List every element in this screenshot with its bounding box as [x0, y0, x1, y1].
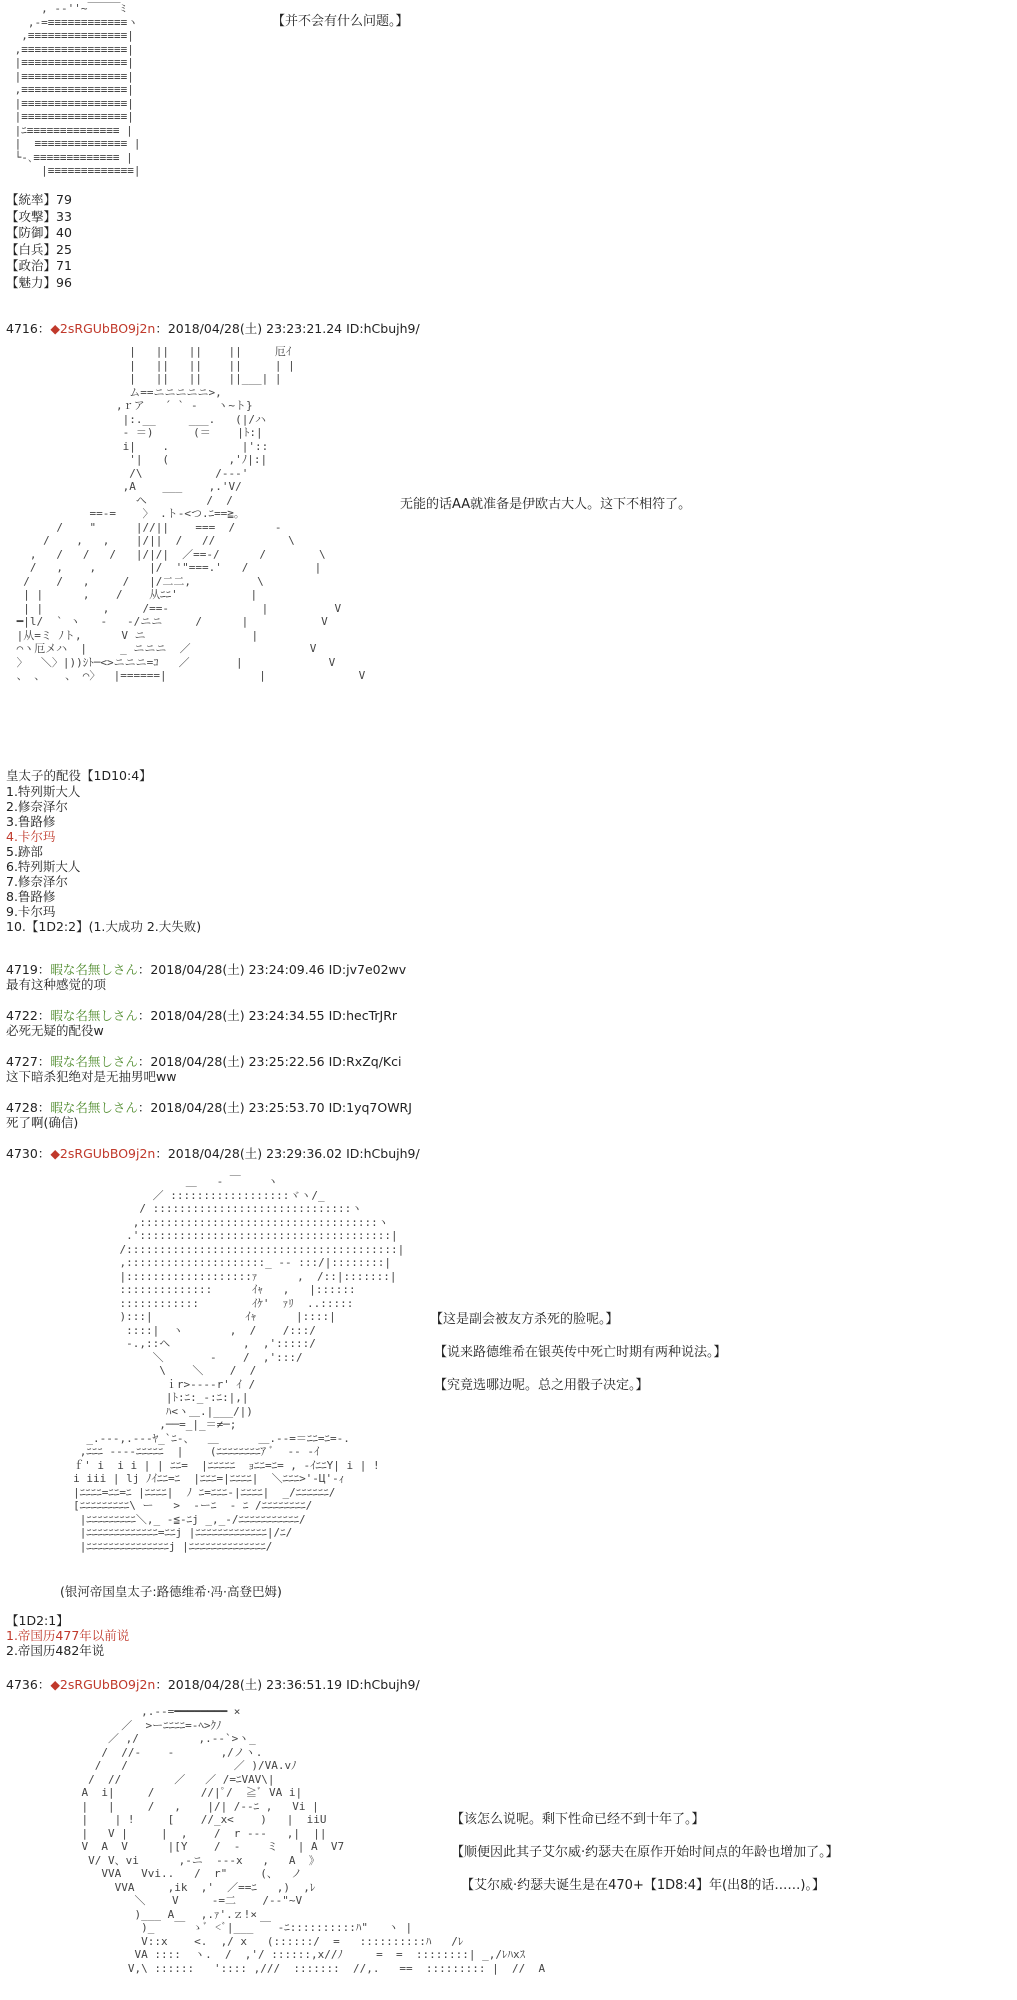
reply-text: 最有这种感觉的项	[6, 977, 107, 992]
reply-post	[6, 1008, 397, 1038]
role-list	[6, 768, 201, 934]
role-item: 10.【1D2:2】(1.大成功 2.大失败)	[6, 919, 202, 934]
post-note: 【究竟选哪边呢。总之用骰子决定。】	[434, 1378, 649, 1393]
role-item: 5.跡部	[6, 844, 43, 859]
stat-line: 【防御】40	[6, 225, 72, 240]
role-item: 9.卡尔玛	[6, 904, 56, 919]
poster-name[interactable]: 暇な名無しさん	[50, 1008, 138, 1023]
stat-line: 【統率】79	[6, 192, 72, 207]
poster-trip[interactable]: ◆2sRGUbBO9j2n	[50, 1146, 156, 1161]
stat-line: 【攻撃】33	[6, 208, 72, 224]
role-item: 7.修奈泽尔	[6, 874, 68, 889]
poster-name[interactable]: 暇な名無しさん	[50, 1054, 138, 1069]
reply-post	[6, 1100, 412, 1130]
post-meta: ：2018/04/28(土) 23:23:21.24 ID:hCbujh9/	[155, 321, 420, 336]
role-item: 8.鲁路修	[6, 889, 56, 904]
post-meta: ：2018/04/28(土) 23:25:22.56 ID:RxZq/Kci	[137, 1054, 402, 1069]
ascii-art-elder: ,.-‐=━━━━━━━━ × ／ >ーﾆﾆﾆﾆ=-ﾍ>ｸﾉ ／ ,/ ,.-‐`>ヽ_ / //‐ ‐ ,/ノヽ. / / ／ )/VA.vﾉ / // ／ ／ /=ﾆVAV\| A i| / //|ﾟ/ ≧ﾞ VA i| | | / , |/| /‐-ﾆ , Vi | | | ! [ //_x< ) | iiU | V | | , / r ‐‐- ,| || V A V |[Y / ‐ ミ | A V7 V/ V、vi ,-ニ ‐‐-x , A 》 VVA Vvi.. / r" (、 ノ VVA ,ik ,' ／==ﾆ ,) ,ﾚ ＼ V ‐=二 /‐‐"~V )___ A ,.ｧ'.ｚ!× )_ ￣ ゝﾞ <ﾞ|___ ￣ ‐ﾆ::::::::::ﾊ" ヽ | V::x <. ,/ x (::::::/ = ::::::::::ﾊ /ﾚ VA :::: ヽ. / ,'/ ::::::,x//ﾉ = = ::::::::| _,/ﾚﾊxｽ V,\ :::::: ':::: ,/// ::::::: //,. == ::::::::: | // A	[81, 1705, 546, 1975]
reply-post	[6, 962, 406, 992]
reply-text: 必死无疑的配役w	[6, 1023, 104, 1038]
post-meta: ：2018/04/28(土) 23:24:34.55 ID:hecTrJRr	[137, 1008, 398, 1023]
post-number: 4719：	[6, 962, 51, 977]
ascii-art-prince: ＿ ‐ ￣ ヽ ／ ::::::::::::::::::ヾヽ/_ / ::::::::::::::::::::::::::::::ヽ ,::::::::::::::::::::::::::::::::::::ヽ .'::::::::::::::::::::::::::::::::::::::| /:::::::::::::::::::::::::::::::::::::::::| ,:::::::::::::::::::::_ ‐‐ :::/|::::::::| |:::::::::::::::::::ｧ , /::|:::::::| :::::::::::::: ｲｬ , |:::::: :::::::::::: ｲｹ' ｧﾘ ..::::: ):::| ｲｬ |::::| ::::| ヽ , / /:::/ -.,::ヘ , ,':::::/ ＼ ‐ / ,':::/ \ ＼ / / ｉr>‐--‐r' ｲ / |ﾄ:ﾆ:_-:ﾆ:|,| ﾊ<ヽ＿.|___/|) ,──=_|_＝≠─; _.-‐-,.--‐ﾔ_`ﾆ-、 ＿ ＿.-‐=＝ﾆﾆ=ﾆ=-. ,ﾆﾆﾆ --‐-ﾆﾆﾆﾆﾆ | (ﾆﾆﾆﾆﾆﾆﾆﾆｱ ﾞ -‐ -ｲ ｆ' i i i | | ﾆﾆ= |ﾆﾆﾆﾆﾆ ｮﾆﾆ=ﾆ= , -ｲﾆﾆY| i | ! i iii | lj ﾉｲﾆﾆ=ﾆ |ﾆﾆﾆ=|ﾆﾆﾆﾆ| ＼ﾆﾆﾆ>'-Ц'-ｨ |ﾆﾆﾆﾆ=ﾆﾆ=ﾆ |ﾆﾆﾆﾆ| ﾉ ﾆ=ﾆﾆﾆ-|ﾆﾆﾆﾆ| _/ﾆﾆﾆﾆﾆﾆ/ [ﾆﾆﾆﾆﾆﾆﾆﾆﾆ\ ー > ‐ーﾆ ‐ ﾆ /ﾆﾆﾆﾆﾆﾆﾆﾆ/ |ﾆﾆﾆﾆﾆﾆﾆﾆﾆ＼,_ ‐≦-ﾆj _,_‐/ﾆﾆﾆﾆﾆﾆﾆﾆﾆﾆﾆ/ |ﾆﾆﾆﾆﾆﾆﾆﾆﾆﾆﾆﾆﾆ=ﾆﾆj |ﾆﾆﾆﾆﾆﾆﾆﾆﾆﾆﾆﾆﾆ|/ﾆ/ |ﾆﾆﾆﾆﾆﾆﾆﾆﾆﾆﾆﾆﾆﾆﾆj |ﾆﾆﾆﾆﾆﾆﾆﾆﾆﾆﾆﾆﾆﾆ/	[73, 1175, 405, 1553]
stat-line: 【政治】71	[6, 258, 72, 273]
dice-block	[6, 1613, 129, 1658]
post-note: 【艾尔威·约瑟夫诞生是在470+【1D8:4】年(出8的话……)。】	[461, 1878, 825, 1893]
role-item: 2.修奈泽尔	[6, 799, 68, 814]
post-note: 【这是副会被友方杀死的脸呢。】	[430, 1312, 619, 1327]
post-header	[6, 321, 420, 336]
stats-block	[6, 192, 72, 291]
post-side-text: 无能的话AA就准备是伊欧古大人。这下不相符了。	[400, 497, 692, 512]
role-item-selected: 4.卡尔玛	[6, 829, 56, 844]
post-meta: ：2018/04/28(土) 23:36:51.19 ID:hCbujh9/	[155, 1677, 420, 1692]
stat-line: 【魅力】96	[6, 274, 72, 290]
stat-line: 【白兵】25	[6, 241, 72, 257]
post-meta: ：2018/04/28(土) 23:29:36.02 ID:hCbujh9/	[155, 1146, 420, 1161]
post-number: 4722：	[6, 1008, 51, 1023]
post-number: 4728：	[6, 1100, 51, 1115]
reply-post	[6, 1054, 401, 1084]
role-item: 6.特列斯大人	[6, 859, 81, 874]
post-note: 【顺便因此其子艾尔威·约瑟夫在原作开始时间点的年龄也增加了。】	[451, 1845, 839, 1860]
reply-text: 这下暗杀犯绝对是无抽男吧ww	[6, 1069, 177, 1084]
reply-text: 死了啊(确信)	[6, 1115, 79, 1130]
role-item: 1.特列斯大人	[6, 784, 81, 799]
dice-option: 2.帝国历482年说	[6, 1643, 105, 1658]
ascii-art-caption: (银河帝国皇太子:路德维希·冯·高登巴姆)	[60, 1584, 282, 1599]
ascii-art-crowned-figure: | || || || 厄ｲ | || || || | | | || || ||___| | ム==ニニニニニ>, ,ｒア ´ ` ‐ ヽ~ト} |:.__ ___. (|/ハ - ＝) (＝ |ﾄ:| i| . |':: '| ( ,'ﾉ|:| /\ /--‐' ,A ___ ,.'V/ ヘ / / ==‐= 〉 .ト-<つ.ﾆ==≧。 / " |//|| === / - / , , |/|| / // \ , / / / |/|/| ／==-/ / \ / , , |/ '"===.' / | / / , / |/二二, \ | | , / 从ﾆﾆ' | | | , /==‐ | V ━|l/ ` ヽ - ‐/ニニ / | V |从=ミ ﾉト, V ニ | ⌒ヽ厄メハ | _ ニニニ ／ V 〉 ＼〉|))ｼﾄ─<>ニニニ=ｺ ／ | V 、 、 、 ⌒〉 |======| | V	[16, 345, 366, 682]
poster-name[interactable]: 暇な名無しさん	[50, 1100, 138, 1115]
poster-trip[interactable]: ◆2sRGUbBO9j2n	[50, 321, 156, 336]
post-header	[6, 1146, 420, 1161]
post-note: 【说来路德维希在银英传中死亡时期有两种说法。】	[434, 1345, 727, 1360]
post-header	[6, 1677, 420, 1692]
post-number: 4716：	[6, 321, 51, 336]
dice-option-selected: 1.帝国历477年以前说	[6, 1628, 130, 1643]
post-meta: ：2018/04/28(土) 23:24:09.46 ID:jv7e02wv	[137, 962, 407, 977]
role-item: 3.鲁路修	[6, 814, 56, 829]
poster-trip[interactable]: ◆2sRGUbBO9j2n	[50, 1677, 156, 1692]
role-list-title: 皇太子的配役【1D10:4】	[6, 768, 152, 783]
post-note: 【该怎么说呢。剩下性命已经不到十年了。】	[451, 1812, 705, 1827]
ascii-art-stack: , -‐''~￣￣￣ﾐ ,-=≡≡≡≡≡≡≡≡≡≡≡≡ヽ ,≡≡≡≡≡≡≡≡≡≡≡≡≡≡≡| ,≡≡≡≡≡≡≡≡≡≡≡≡≡≡≡≡| |≡≡≡≡≡≡≡≡≡≡≡≡≡≡≡≡| |≡≡≡≡≡≡≡≡≡≡≡≡≡≡≡≡| ,≡≡≡≡≡≡≡≡≡≡≡≡≡≡≡≡| |≡≡≡≡≡≡≡≡≡≡≡≡≡≡≡≡| |≡≡≡≡≡≡≡≡≡≡≡≡≡≡≡≡| |ﾆ≡≡≡≡≡≡≡≡≡≡≡≡≡≡ | | ≡≡≡≡≡≡≡≡≡≡≡≡≡≡ | └-､≡≡≡≡≡≡≡≡≡≡≡≡≡ | |≡≡≡≡≡≡≡≡≡≡≡≡≡|	[14, 2, 141, 177]
post-number: 4730：	[6, 1146, 51, 1161]
top-quote: 【并不会有什么问题。】	[272, 14, 409, 29]
post-meta: ：2018/04/28(土) 23:25:53.70 ID:1yq7OWRJ	[137, 1100, 412, 1115]
poster-name[interactable]: 暇な名無しさん	[50, 962, 138, 977]
dice-title: 【1D2:1】	[6, 1613, 69, 1628]
post-number: 4727：	[6, 1054, 51, 1069]
post-number: 4736：	[6, 1677, 51, 1692]
